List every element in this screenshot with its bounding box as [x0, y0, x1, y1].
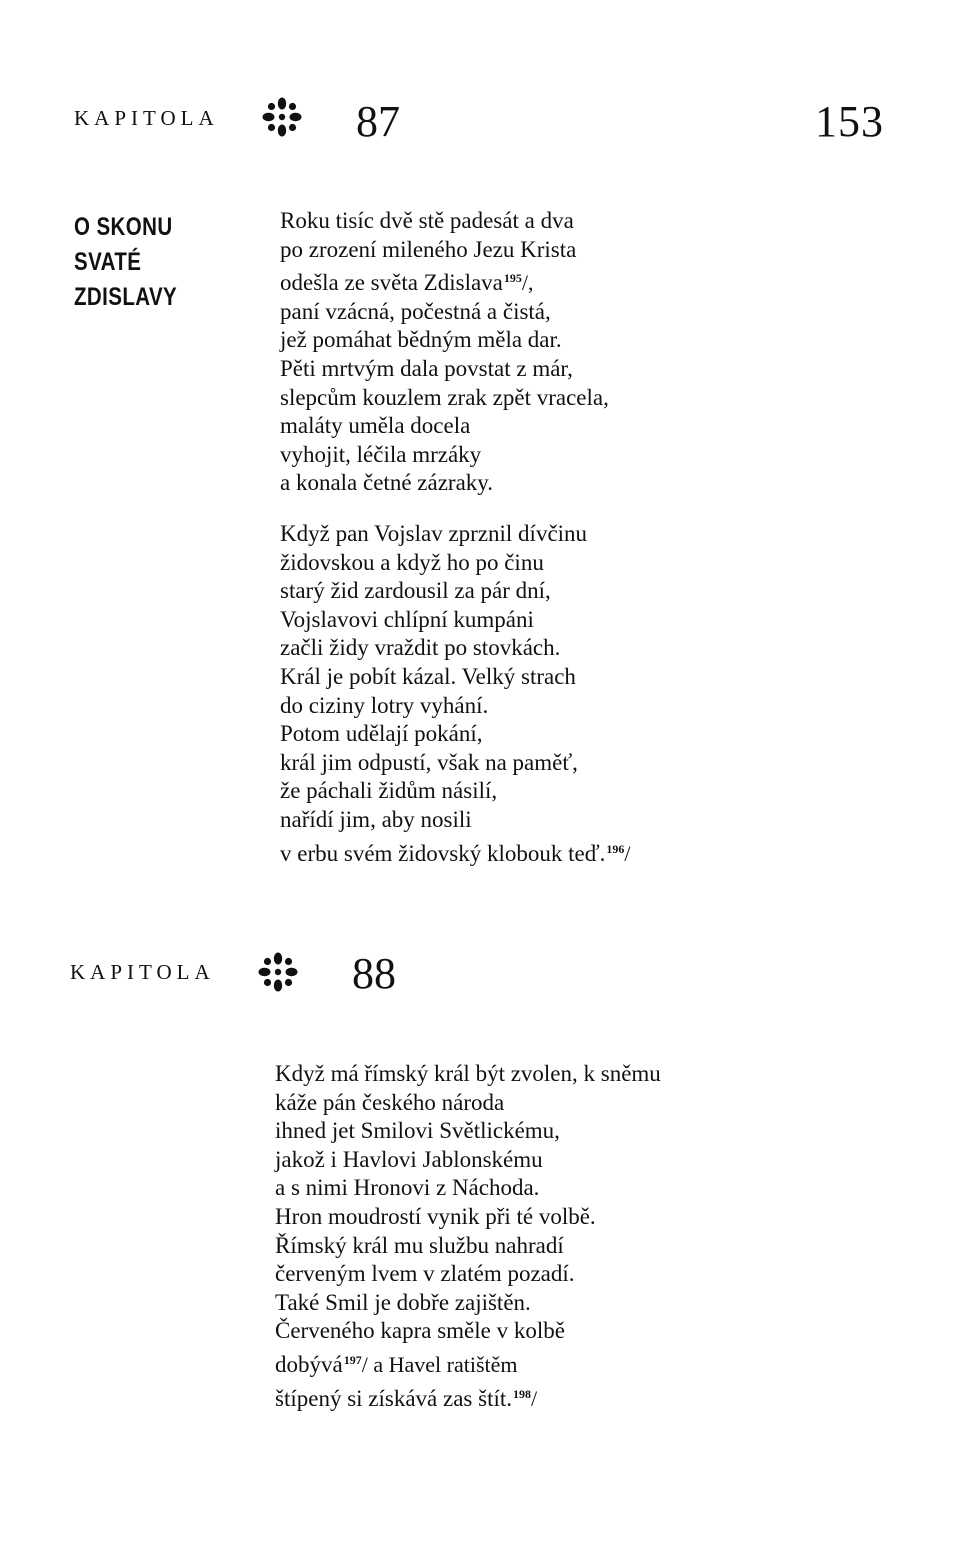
section-side-title	[74, 210, 177, 315]
chapter-number: 87	[356, 97, 400, 146]
verse-line: odešla ze světa Zdislava$^{195}$/,	[280, 270, 534, 296]
verse-line: Roku tisíc dvě stě padesát a dva	[280, 208, 574, 233]
verse-line: Potom udělají pokání,	[280, 721, 483, 747]
verse-line: Když má římský král být zvolen, k sněmu	[275, 1061, 661, 1086]
verse-line: káže pán českého národa	[275, 1089, 505, 1115]
flower-ornament-icon	[262, 97, 302, 137]
verse-line: židovskou a když ho po činu	[280, 549, 544, 575]
verse-line: začli židy vraždit po stovkách.	[280, 635, 561, 661]
page-number: 153	[815, 97, 884, 146]
verse-line: slepcům kouzlem zrak zpět vracela,	[280, 384, 609, 410]
chapter-label: KAPITOLA	[74, 106, 219, 130]
verse-line: do ciziny lotry vyhání.	[280, 692, 489, 718]
verse-line: štípený si získává zas štít.$^{198}$/	[275, 1385, 538, 1411]
verse-line: Červeného kapra směle v kolbě	[275, 1318, 565, 1344]
verse-stanza	[275, 1060, 661, 1413]
verse-line: dobývá$^{197}$/ a Havel ratištěm	[275, 1351, 518, 1377]
footnote-marker: 197	[343, 1352, 362, 1367]
side-title-line: O SKONU	[74, 213, 173, 241]
verse-line: a s nimi Hronovi z Náchoda.	[275, 1175, 540, 1201]
verse-line: vyhojit, léčila mrzáky	[280, 441, 482, 467]
verse-line: v erbu svém židovský klobouk teď.$^{196}$/	[280, 840, 631, 866]
footnote-marker: 195	[503, 271, 522, 286]
verse-line: paní vzácná, počestná a čistá,	[280, 298, 551, 324]
verse-line: a konala četné zázraky.	[280, 470, 494, 496]
verse-line: Vojslavovi chlípní kumpáni	[280, 606, 534, 632]
verse-line: starý žid zardousil za pár dní,	[280, 578, 551, 604]
verse-stanza	[280, 520, 630, 868]
side-title-line: SVATÉ	[74, 248, 142, 276]
verse-line: Římský král mu službu nahradí	[275, 1232, 564, 1258]
verse-line: král jim odpustí, však na paměť,	[280, 749, 578, 775]
chapter-label: KAPITOLA	[70, 960, 215, 984]
verse-line: červeným lvem v zlatém pozadí.	[275, 1261, 575, 1287]
verse-line: jakož i Havlovi Jablonskému	[275, 1146, 543, 1172]
verse-line: Král je pobít kázal. Velký strach	[280, 663, 576, 689]
verse-line: Když pan Vojslav zprznil dívčinu	[280, 521, 588, 546]
verse-line: Také Smil je dobře zajištěn.	[275, 1289, 531, 1315]
flower-ornament-icon	[258, 952, 298, 992]
verse-line: po zrození mileného Jezu Krista	[280, 236, 577, 262]
footnote-marker: 196	[606, 841, 625, 856]
footnote-marker: 198	[513, 1386, 531, 1401]
verse-line: nařídí jim, aby nosili	[280, 806, 472, 832]
verse-line: maláty uměla docela	[280, 413, 471, 439]
verse-line: Pěti mrtvým dala povstat z már,	[280, 355, 573, 381]
verse-line: že páchali židům násilí,	[280, 778, 498, 804]
verse-line: ihned jet Smilovi Světlickému,	[275, 1118, 560, 1144]
side-title-line: ZDISLAVY	[74, 283, 178, 311]
verse-stanza	[280, 207, 609, 498]
verse-line: Hron moudrostí vynik při té volbě.	[275, 1203, 596, 1229]
chapter-number: 88	[352, 949, 396, 998]
verse-line: jež pomáhat bědným měla dar.	[280, 327, 562, 353]
